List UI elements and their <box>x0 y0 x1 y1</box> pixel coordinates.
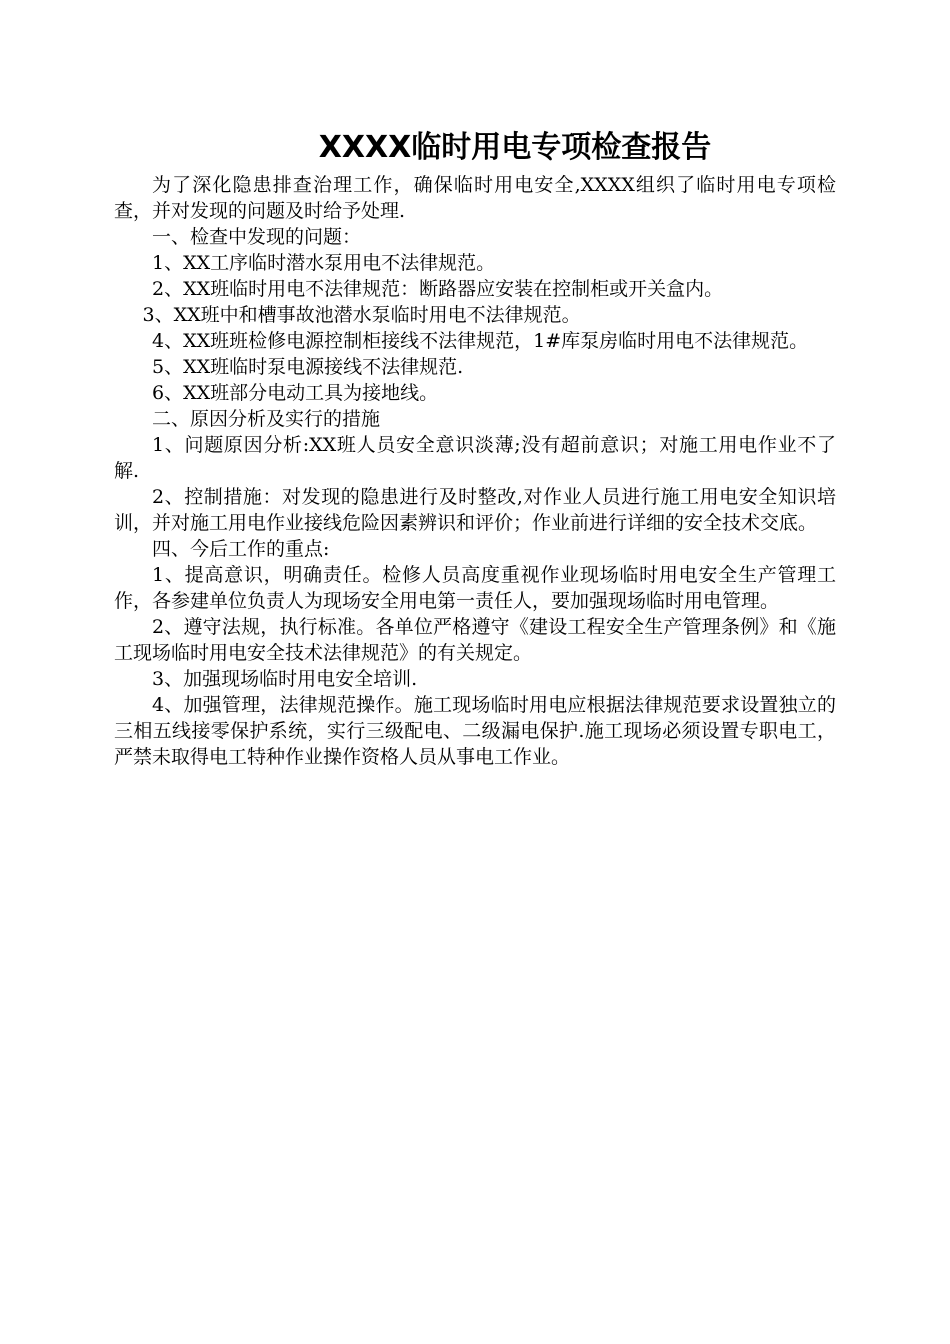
section-heading-problems: 一、检查中发现的问题： <box>152 226 362 248</box>
section-heading-analysis: 二、原因分析及实行的措施 <box>152 408 381 430</box>
future-item-4: 4、加强管理，法律规范操作。施工现场临时用电应根据法律规范要求设置独立的三相五线接零保护系统，实行三级配电、二级漏电保护.施工现场必须设置专职电工，严禁未取得电工特种作业操作资格人员从事电工作业。 <box>114 694 836 768</box>
future-item-1: 1、提高意识，明确责任。检修人员高度重视作业现场临时用电安全生产管理工作，各参建单位负责人为现场安全用电第一责任人，要加强现场临时用电管理。 <box>114 564 836 612</box>
document-body <box>114 172 836 770</box>
document-title: XXXX临时用电专项检查报告 <box>318 130 712 165</box>
problem-item-5: 5、XX班临时泵电源接线不法律规范. <box>152 356 464 378</box>
future-item-3: 3、加强现场临时用电安全培训. <box>152 668 418 690</box>
intro-paragraph: 为了深化隐患排查治理工作，确保临时用电安全,XXXX组织了临时用电专项检查，并对发现的问题及时给予处理. <box>114 174 836 222</box>
problem-item-3: 3、XX班中和槽事故池潜水泵临时用电不法律规范。 <box>142 304 581 326</box>
section-heading-future: 四、今后工作的重点: <box>152 538 330 560</box>
problem-item-4: 4、XX班班检修电源控制柜接线不法律规范，1#库泵房临时用电不法律规范。 <box>152 330 809 352</box>
future-item-2: 2、遵守法规，执行标准。各单位严格遵守《建设工程安全生产管理条例》和《施工现场临时用电安全技术法律规范》的有关规定。 <box>114 616 836 664</box>
analysis-item-1: 1、问题原因分析:XX班人员安全意识淡薄;没有超前意识；对施工用电作业不了解. <box>114 434 836 482</box>
analysis-item-2: 2、控制措施：对发现的隐患进行及时整改,对作业人员进行施工用电安全知识培训，并对施工用电作业接线危险因素辨识和评价；作业前进行详细的安全技术交底。 <box>114 486 836 534</box>
problem-item-2: 2、XX班临时用电不法律规范：断路器应安装在控制柜或开关盒内。 <box>152 278 724 300</box>
problem-item-6: 6、XX班部分电动工具为接地线。 <box>152 382 439 404</box>
problem-item-1: 1、XX工序临时潜水泵用电不法律规范。 <box>152 252 496 274</box>
